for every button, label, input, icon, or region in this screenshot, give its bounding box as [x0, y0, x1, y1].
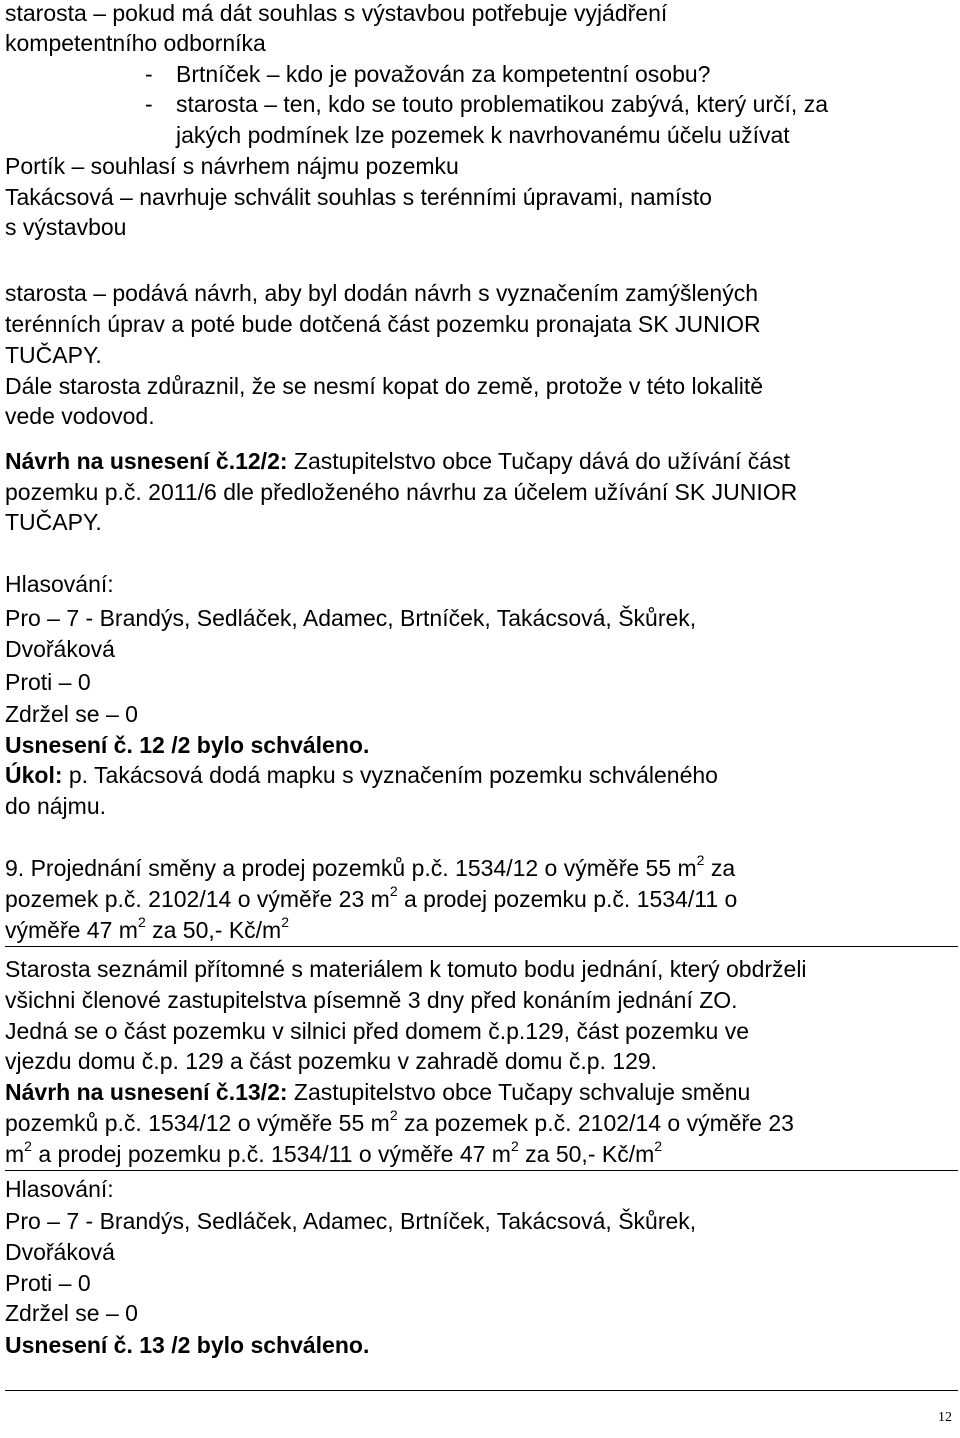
text-line: Portík – souhlasí s návrhem nájmu pozemku	[5, 153, 459, 179]
resolution-13: Usnesení č. 13 /2 bylo schváleno.	[5, 1332, 370, 1358]
resolution-12: Usnesení č. 12 /2 bylo schváleno.	[5, 732, 370, 758]
vote-for: Pro – 7 - Brandýs, Sedláček, Adamec, Brtníček, Takácsová, Škůrek,	[5, 605, 697, 631]
text-line: pozemku p.č. 2011/6 dle předloženého návrhu za účelem užívání SK JUNIOR	[5, 479, 798, 505]
item9-heading-line: 9. Projednání směny a prodej pozemků p.č. 1534/12 o výměře 55 $m^2$ za	[5, 852, 736, 881]
item9-heading-line: pozemek p.č. 2102/14 o výměře 23 $m^2$ a prodej pozemku p.č. 1534/11 o	[5, 883, 738, 912]
vote-for-cont: Dvořáková	[5, 636, 115, 662]
text-line: vede vodovod.	[5, 403, 155, 429]
vote-for-cont: Dvořáková	[5, 1239, 115, 1265]
vote-against: Proti – 0	[5, 1270, 91, 1296]
section-divider	[5, 1170, 958, 1171]
task-text: p. Takácsová dodá mapku s vyznačením pozemku schváleného	[68, 762, 718, 788]
vote-abstain: Zdržel se – 0	[5, 701, 138, 727]
motion-label: Návrh na usnesení č.13/2:	[5, 1079, 288, 1105]
text-line: jakých podmínek lze pozemek k navrhovanému účelu užívat	[176, 122, 790, 148]
item9-heading-line: výměře 47 $m^2$ za 50,- $Kč/m^2$	[5, 914, 290, 943]
text-line: TUČAPY.	[5, 509, 102, 535]
text-line: kompetentního odborníka	[5, 30, 266, 56]
motion-text: Zastupitelstvo obce Tučapy schvaluje směnu	[293, 1079, 751, 1105]
motion-label: Návrh na usnesení č.12/2:	[5, 448, 288, 474]
text-line: starosta – podává návrh, aby byl dodán návrh s vyznačením zamýšlených	[5, 280, 759, 306]
motion-text: Zastupitelstvo obce Tučapy dává do užívání část	[293, 448, 790, 474]
task-line	[5, 760, 718, 790]
footer-rule	[5, 1390, 958, 1391]
text-line: všichni členové zastupitelstva písemně 3 dny před konáním jednání ZO.	[5, 987, 738, 1013]
text-line: terénních úprav a poté bude dotčená část pozemku pronajata SK JUNIOR	[5, 311, 761, 337]
text-line: Dále starosta zdůraznil, že se nesmí kopat do země, protože v této lokalitě	[5, 373, 764, 399]
text-line: vjezdu domu č.p. 129 a část pozemku v zahradě domu č.p. 129.	[5, 1048, 658, 1074]
text-line: Takácsová – navrhuje schválit souhlas s terénními úpravami, namísto	[5, 184, 712, 210]
text-line: $m^2$ a prodej pozemku p.č. 1534/11 o výměře 47 $m^2$ za 50,- $Kč/m^2$	[5, 1138, 663, 1167]
vote-title: Hlasování:	[5, 1176, 114, 1202]
motion-13-line	[5, 1077, 750, 1107]
text-line: starosta – pokud má dát souhlas s výstavbou potřebuje vyjádření	[5, 0, 668, 26]
text-line: pozemků p.č. 1534/12 o výměře 55 $m^2$ za pozemek p.č. 2102/14 o výměře 23	[5, 1107, 794, 1136]
vote-title: Hlasování:	[5, 571, 114, 597]
section-divider	[5, 946, 958, 947]
text-line: TUČAPY.	[5, 342, 102, 368]
text-line: Brtníček – kdo je považován za kompetentní osobu?	[176, 61, 711, 87]
text-line: starosta – ten, kdo se touto problematikou zabývá, který určí, za	[176, 91, 828, 117]
text-line: do nájmu.	[5, 793, 107, 819]
list-dash: -	[145, 91, 153, 117]
list-dash: -	[145, 61, 153, 87]
text-line: Starosta seznámil přítomné s materiálem k tomuto bodu jednání, který obdrželi	[5, 956, 807, 982]
vote-against: Proti – 0	[5, 669, 91, 695]
vote-abstain: Zdržel se – 0	[5, 1300, 138, 1326]
vote-for: Pro – 7 - Brandýs, Sedláček, Adamec, Brtníček, Takácsová, Škůrek,	[5, 1208, 697, 1234]
page-number: 12	[938, 1410, 952, 1425]
motion-12-line	[5, 446, 790, 476]
text-line: Jedná se o část pozemku v silnici před domem č.p.129, část pozemku ve	[5, 1018, 750, 1044]
task-label: Úkol:	[5, 762, 63, 788]
text-line: s výstavbou	[5, 214, 127, 240]
